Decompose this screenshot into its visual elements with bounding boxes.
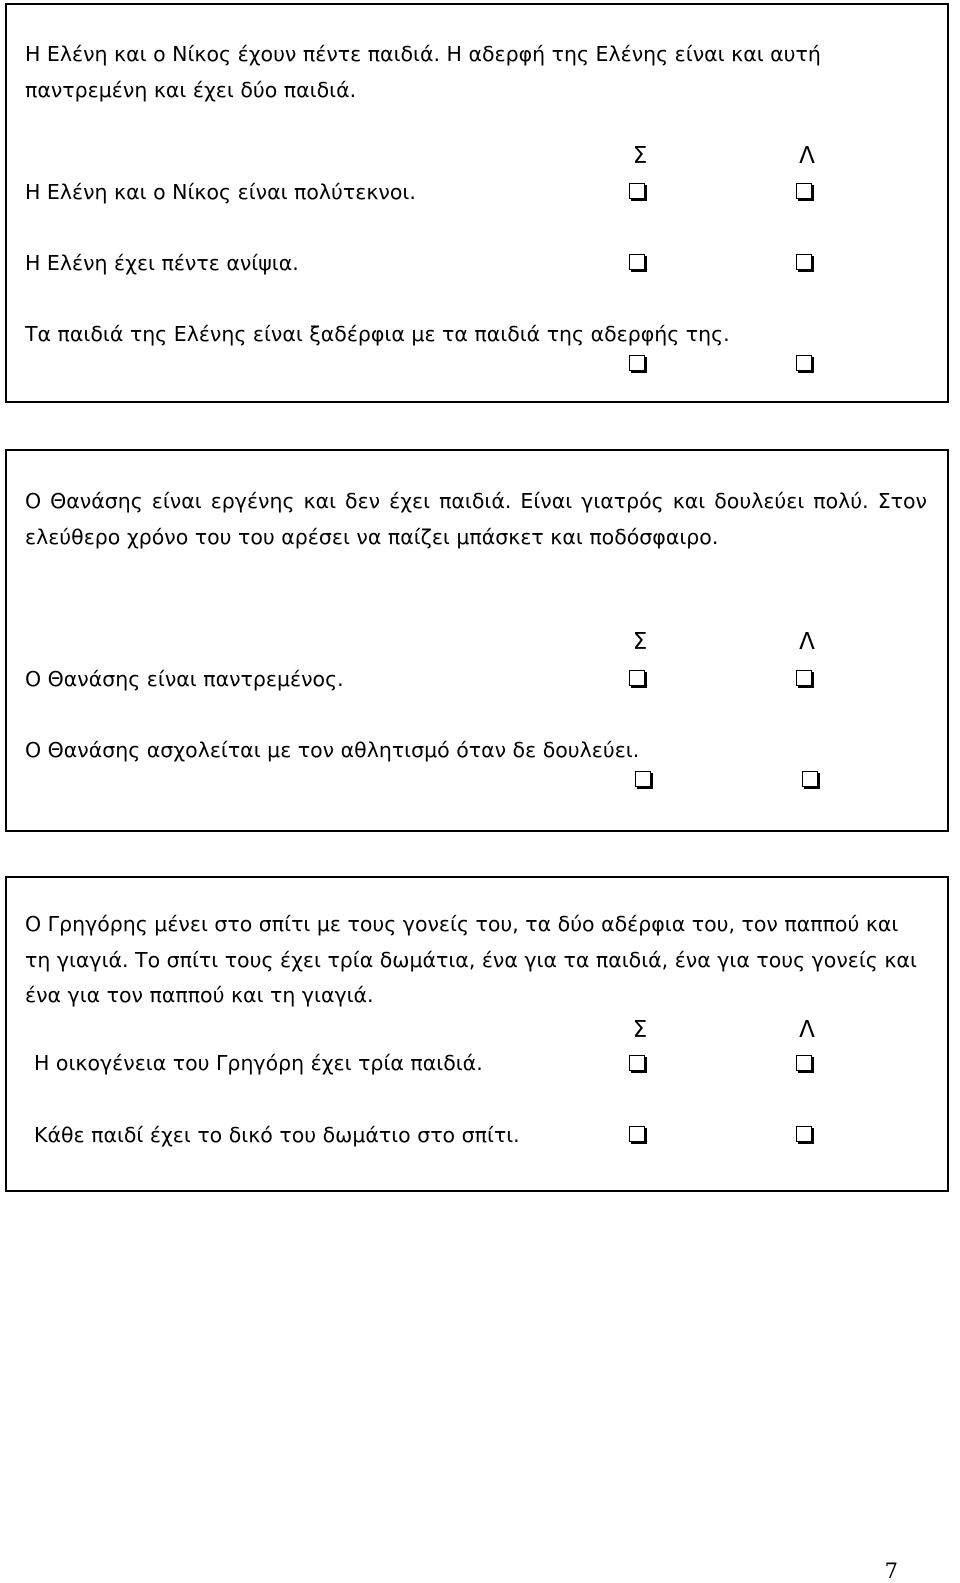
exercise-3-statement-2: Κάθε παιδί έχει το δικό του δωμάτιο στο σπίτι. — [34, 1123, 520, 1147]
exercise-1-statement-2: Η Ελένη έχει πέντε ανίψια. — [25, 251, 299, 275]
exercise-1-statement-1: Η Ελένη και ο Νίκος είναι πολύτεκνοι. — [25, 180, 416, 204]
exercise-2-statement-2-true-checkbox[interactable] — [635, 771, 651, 787]
exercise-1-statement-3-false-checkbox[interactable] — [796, 355, 812, 371]
exercise-1-statement-1-false-checkbox[interactable] — [796, 183, 812, 199]
exercise-1-false-header: Λ — [799, 143, 815, 169]
exercise-2-true-header: Σ — [632, 629, 648, 655]
exercise-3-box — [5, 876, 949, 1192]
exercise-1-statement-1-true-checkbox[interactable] — [629, 183, 645, 199]
exercise-1-passage: Η Ελένη και ο Νίκος έχουν πέντε παιδιά. Η αδερφή της Ελένης είναι και αυτή παντρεμένη και έχει δύο παιδιά. — [25, 42, 821, 102]
exercise-3-statement-2-false-checkbox[interactable] — [796, 1126, 812, 1142]
exercise-1-statement-2-true-checkbox[interactable] — [629, 254, 645, 270]
exercise-3-statement-2-true-checkbox[interactable] — [629, 1126, 645, 1142]
exercise-2-box — [5, 449, 949, 832]
exercise-2-passage: Ο Θανάσης είναι εργένης και δεν έχει παιδιά. Είναι γιατρός και δουλεύει πολύ. Στον ελεύθερο χρόνο του του αρέσει να παίζει μπάσκετ και ποδόσφαιρο. — [25, 489, 927, 549]
exercise-3-passage: Ο Γρηγόρης μένει στο σπίτι με τους γονείς του, τα δύο αδέρφια του, τον παππού και τη γιαγιά. Το σπίτι τους έχει τρία δωμάτια, ένα για τα παιδιά, ένα για τους γονείς και ένα για τον παππού και τη γιαγιά. — [25, 912, 917, 1007]
exercise-3-statement-1-true-checkbox[interactable] — [629, 1055, 645, 1071]
exercise-2-statement-1-true-checkbox[interactable] — [629, 670, 645, 686]
exercise-2-false-header: Λ — [799, 629, 815, 655]
exercise-1-statement-3: Τα παιδιά της Ελένης είναι ξαδέρφια με τα παιδιά της αδερφής της. — [25, 322, 730, 346]
exercise-3-false-header: Λ — [799, 1017, 815, 1043]
exercise-3-statement-1-false-checkbox[interactable] — [796, 1055, 812, 1071]
exercise-1-statement-3-true-checkbox[interactable] — [629, 355, 645, 371]
exercise-3-statement-1: Η οικογένεια του Γρηγόρη έχει τρία παιδιά. — [34, 1051, 483, 1075]
page-number: 7 — [884, 1559, 898, 1583]
exercise-2-statement-2-false-checkbox[interactable] — [802, 771, 818, 787]
exercise-3-true-header: Σ — [632, 1017, 648, 1043]
exercise-1-true-header: Σ — [632, 143, 648, 169]
exercise-2-statement-1: Ο Θανάσης είναι παντρεμένος. — [25, 667, 344, 691]
exercise-2-statement-2: Ο Θανάσης ασχολείται με τον αθλητισμό όταν δε δουλεύει. — [25, 738, 640, 762]
exercise-1-statement-2-false-checkbox[interactable] — [796, 254, 812, 270]
exercise-1-box — [5, 3, 949, 403]
exercise-2-statement-1-false-checkbox[interactable] — [796, 670, 812, 686]
